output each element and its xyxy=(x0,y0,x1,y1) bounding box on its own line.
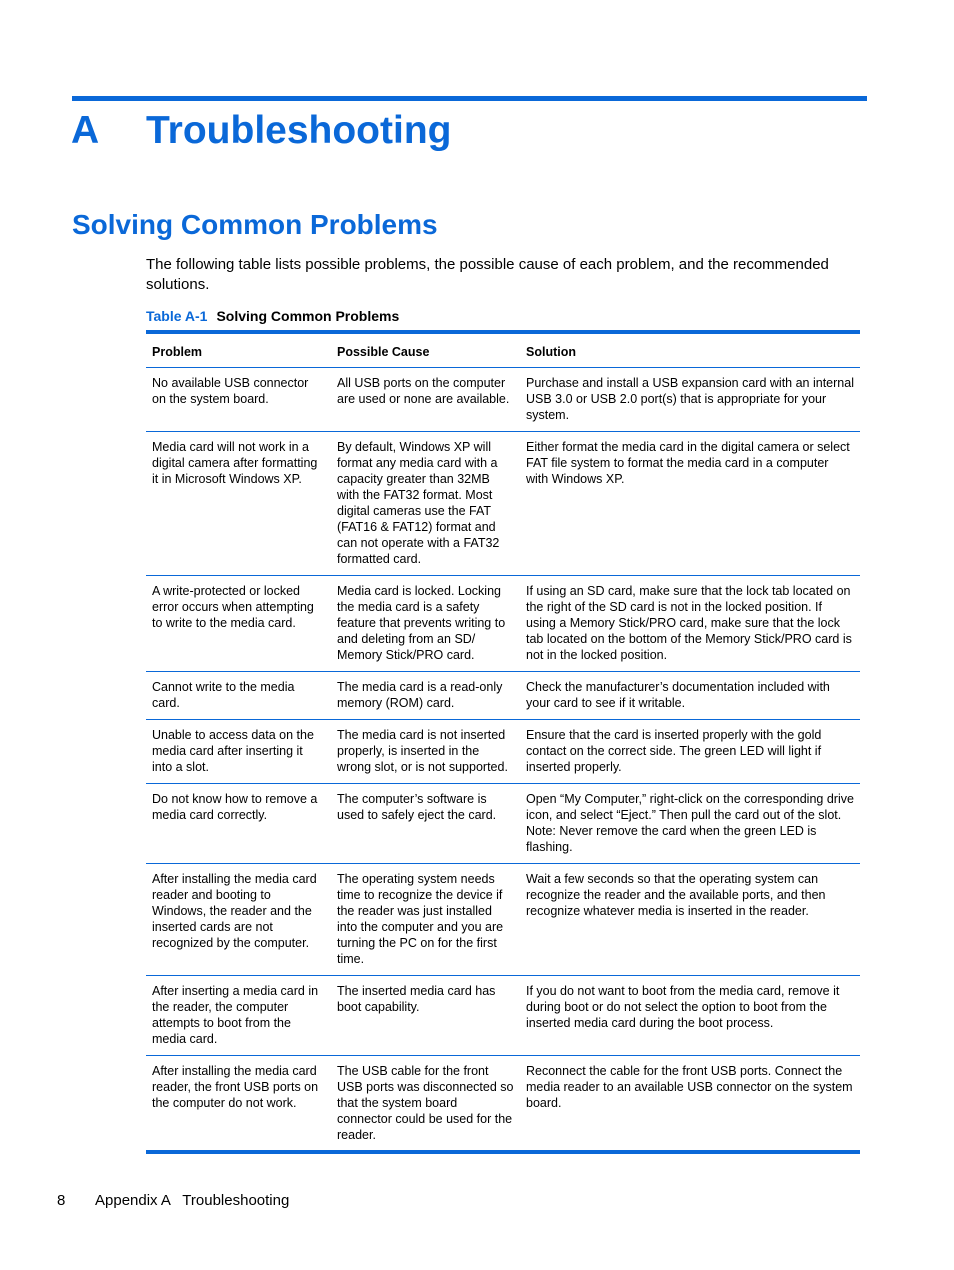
page-number: 8 xyxy=(57,1192,66,1209)
table-row xyxy=(146,784,860,864)
table-row xyxy=(146,1056,860,1153)
table-row xyxy=(146,368,860,432)
header-possible-cause: Possible Cause xyxy=(331,332,520,368)
problem-cell: After installing the media card reader, the front USB ports on the computer do not work. xyxy=(152,1064,319,1110)
table-header-row xyxy=(146,332,860,368)
chapter-title: Troubleshooting xyxy=(146,109,452,152)
table-caption-number: Table A-1 xyxy=(146,308,208,324)
table-row xyxy=(146,432,860,576)
problem-cell: After installing the media card reader and booting to Windows, the reader and the inserted cards are not recognized by the computer. xyxy=(146,864,331,976)
intro-paragraph: The following table lists possible problems, the possible cause of each problem, and the recommended solutions. xyxy=(146,256,829,293)
header-solution: Solution xyxy=(520,332,860,368)
cause-cell: The media card is not inserted properly, is inserted in the wrong slot, or is not supported. xyxy=(331,720,520,784)
solution-cell: If using an SD card, make sure that the lock tab located on the right of the SD card is not in the locked position. If using a Memory Stick/PRO card, make sure that the lock tab located on the bottom of the Memory Stick/PRO card is not in the locked position. xyxy=(520,576,860,672)
solution-cell: Either format the media card in the digital camera or select FAT file system to format the media card in a computer with Windows XP. xyxy=(520,432,860,576)
solution-cell: Open “My Computer,” right-click on the corresponding drive icon, and select “Eject.” Then pull the card out of the slot. Note: Never remove the card when the green LED is flashing. xyxy=(520,784,860,864)
solution-cell: Wait a few seconds so that the operating system can recognize the reader and the available ports, and then recognize whatever media is inserted in the reader. xyxy=(520,864,860,976)
solution-cell: If you do not want to boot from the media card, remove it during boot or do not select the option to boot from the inserted media card during the boot process. xyxy=(520,976,860,1056)
cause-cell: The operating system needs time to recognize the device if the reader was just installed into the computer and you are turning the PC on for the first time. xyxy=(331,864,520,976)
problem-cell: No available USB connector on the system board. xyxy=(146,368,331,432)
cause-cell: By default, Windows XP will format any media card with a capacity greater than 32MB with the FAT32 format. Most digital cameras use the FAT (FAT16 & FAT12) format and can not operate with a FAT32 formatted card. xyxy=(331,432,520,576)
problem-cell: Do not know how to remove a media card correctly. xyxy=(146,784,331,864)
chapter-rule xyxy=(72,96,867,101)
solution-cell: Purchase and install a USB expansion card with an internal USB 3.0 or USB 2.0 port(s) that is appropriate for your system. xyxy=(520,368,860,432)
chapter-letter: A xyxy=(71,109,100,152)
table-caption-title: Solving Common Problems xyxy=(216,308,400,324)
cause-cell: The media card is a read-only memory (ROM) card. xyxy=(331,672,520,720)
cause-cell: All USB ports on the computer are used or none are available. xyxy=(331,368,520,432)
cause-cell: The computer’s software is used to safely eject the card. xyxy=(331,784,520,864)
problem-cell: Cannot write to the media card. xyxy=(146,672,331,720)
problems-table xyxy=(146,330,860,1154)
table-row xyxy=(146,672,860,720)
table-row xyxy=(146,976,860,1056)
table-row xyxy=(146,720,860,784)
problem-cell: A write-protected or locked error occurs when attempting to write to the media card. xyxy=(146,576,331,672)
problem-cell: Media card will not work in a digital camera after formatting it in Microsoft Windows XP. xyxy=(146,432,331,576)
header-problem: Problem xyxy=(146,332,331,368)
solution-cell: Ensure that the card is inserted properly with the gold contact on the correct side. The green LED will light if inserted properly. xyxy=(520,720,860,784)
solution-cell: Reconnect the cable for the front USB ports. Connect the media reader to an available USB connector on the system board. xyxy=(526,1064,853,1110)
problem-cell: After inserting a media card in the reader, the computer attempts to boot from the media card. xyxy=(146,976,331,1056)
footer-text: Appendix A Troubleshooting xyxy=(95,1192,290,1209)
table-row xyxy=(146,864,860,976)
solution-cell: Check the manufacturer’s documentation included with your card to see if it writable. xyxy=(520,672,860,720)
cause-cell: The inserted media card has boot capability. xyxy=(331,976,520,1056)
cause-cell: Media card is locked. Locking the media card is a safety feature that prevents writing to and deleting from an SD/ Memory Stick/PRO card. xyxy=(331,576,520,672)
table-caption xyxy=(146,307,399,325)
table-row xyxy=(146,576,860,672)
section-title: Solving Common Problems xyxy=(72,209,438,240)
problem-cell: Unable to access data on the media card after inserting it into a slot. xyxy=(146,720,331,784)
cause-cell: The USB cable for the front USB ports was disconnected so that the system board connector could be used for the reader. xyxy=(337,1064,514,1142)
